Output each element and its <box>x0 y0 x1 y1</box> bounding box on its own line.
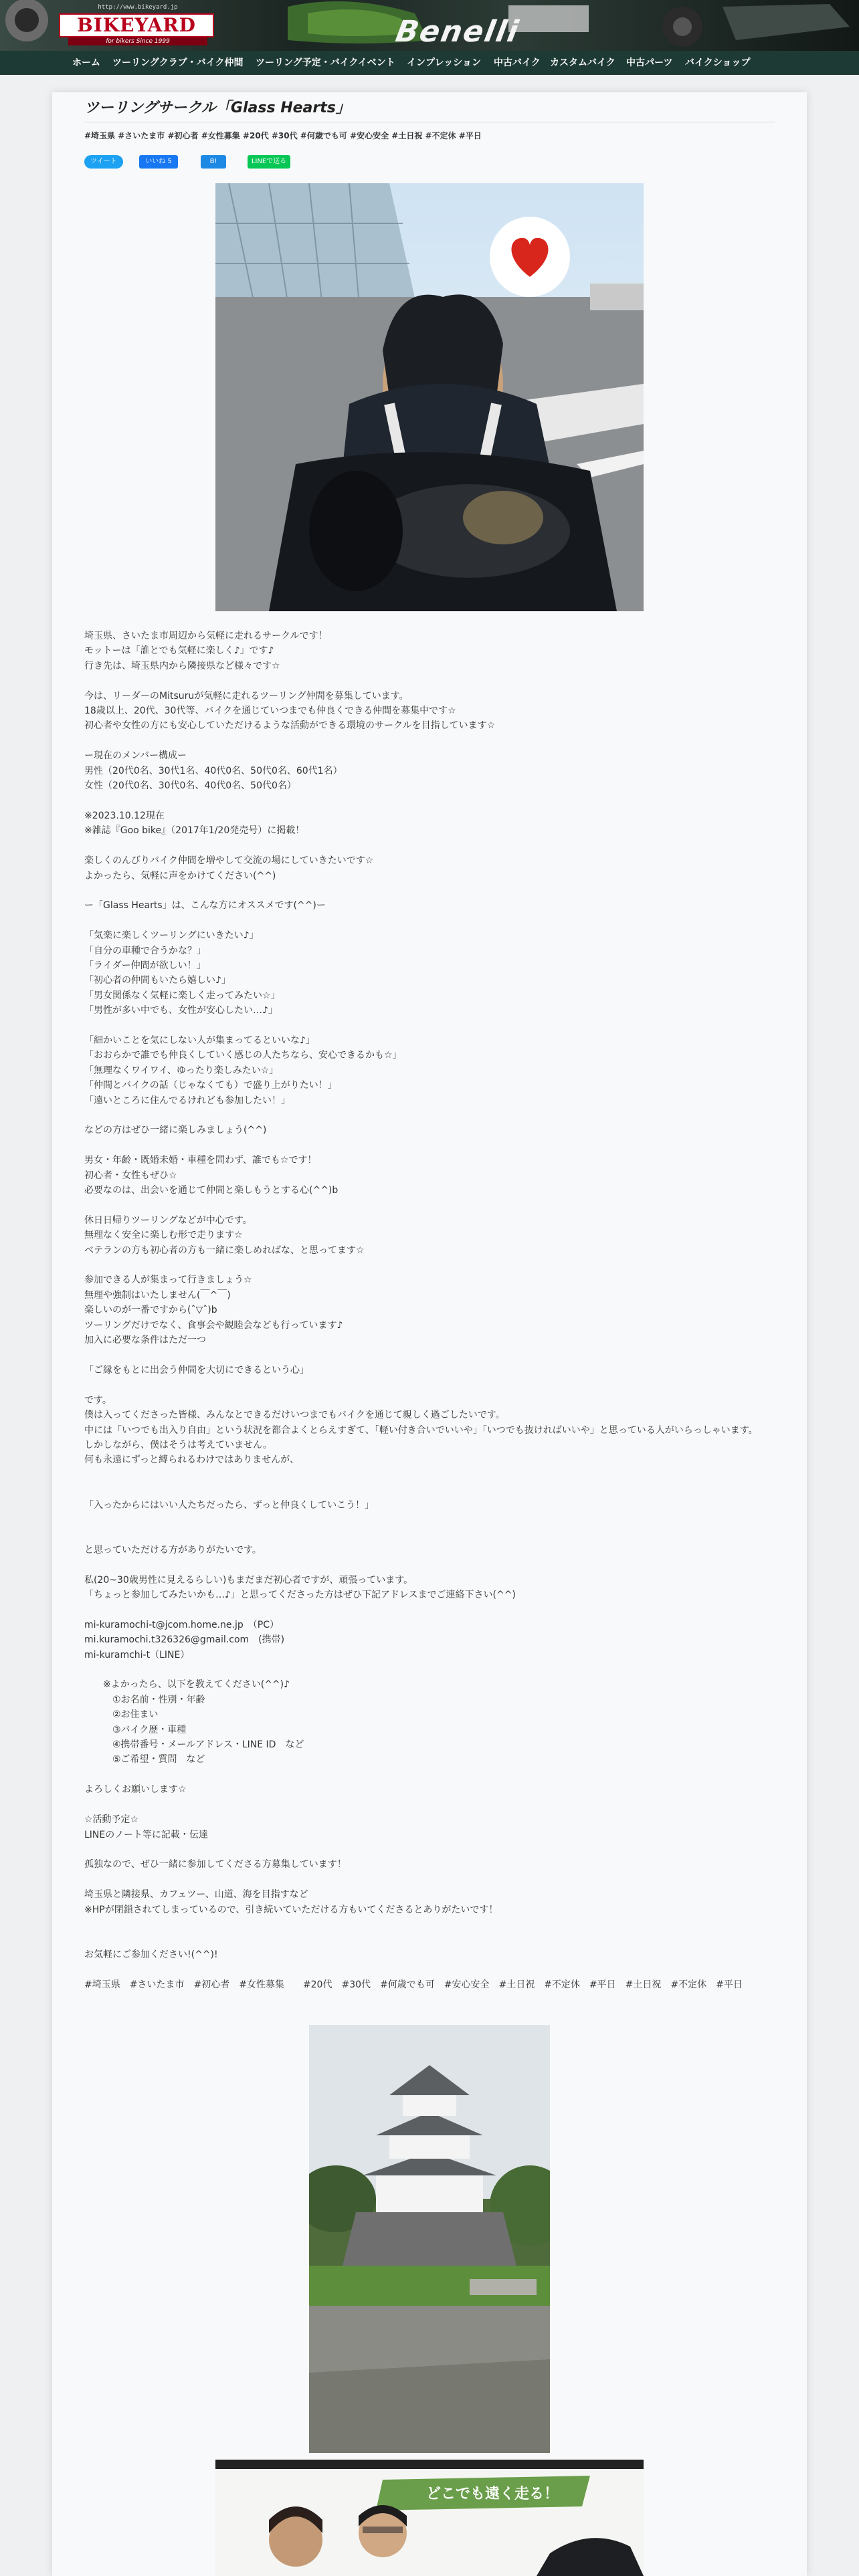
bottom-tags: #埼玉県 #さいたま市 #初心者 #女性募集 #20代 #30代 #何歳でも可 #安心安全 #土日祝 #不定休 #平日 #土日祝 #不定休 #平日 <box>84 1979 743 1990</box>
body-line <box>84 1932 780 1947</box>
body-line: 「自分の車種で合うかな？」 <box>84 945 206 956</box>
body-line: よろしくお願いします☆ <box>84 1784 187 1796</box>
contact-email-pc[interactable]: mi-kuramochi-t@jcom.home.ne.jp （PC） <box>84 1619 279 1630</box>
twitter-share-button[interactable]: ツイート <box>84 155 123 169</box>
body-line <box>84 1348 780 1363</box>
body-line: ⑤ご希望・質問 など <box>84 1754 205 1765</box>
body-line: 行き先は、埼玉県内から隣接県など様々です☆ <box>84 660 280 671</box>
site-header <box>0 0 859 51</box>
rider-motorcycle-photo <box>215 183 644 611</box>
logo-box <box>59 13 214 37</box>
body-line <box>84 1198 780 1212</box>
body-line: 「初心者の仲間もいたら嬉しい♪」 <box>84 975 231 986</box>
nav-item-impression[interactable]: インプレッション <box>407 58 482 68</box>
body-line: ベテランの方も初心者の方も一緒に楽しめればな、と思ってます☆ <box>84 1245 365 1256</box>
body-line: 埼玉県、さいたま市周辺から気軽に走れるサークルです！ <box>84 631 328 641</box>
body-line: 「ライダー仲間が欲しい！」 <box>84 960 206 971</box>
logo-name: BIKEYARD <box>77 14 196 36</box>
banner-brand-word: Benelli <box>393 15 522 49</box>
body-line: よかったら、気軽に声をかけてください(^^) <box>84 870 276 881</box>
contact-line-id: mi-kuramchi-t（LINE） <box>84 1649 190 1660</box>
body-line <box>84 1258 780 1273</box>
body-line: ③バイク歴・車種 <box>84 1724 187 1735</box>
body-line: ☆活動予定☆ <box>84 1814 139 1826</box>
body-line <box>84 839 780 853</box>
body-line: 今は、リーダーのMitsuruが気軽に走れるツーリング仲間を募集しています。 <box>84 690 409 702</box>
body-line: 「無理なくワイワイ、ゆったり楽しみたい☆」 <box>84 1065 279 1076</box>
body-line: 楽しくのんびりバイク仲間を増やして交流の場にしていきたいです☆ <box>84 855 374 867</box>
article-tags: #埼玉県 #さいたま市 #初心者 #女性募集 #20代 #30代 #何歳でも可 #安心安全 #土日祝 #不定休 #平日 <box>84 131 482 140</box>
body-line: 休日日帰りツーリングなどが中心です。 <box>84 1214 252 1226</box>
body-line: 「気楽に楽しくツーリングにいきたい♪」 <box>84 930 259 942</box>
body-line: 必要なのは、出会いを通じて仲間と楽しもうとする心(^^)b <box>84 1185 339 1196</box>
body-line: ④携帯番号・メールアドレス・LINE ID など <box>84 1739 304 1751</box>
body-line: です。 <box>84 1394 112 1406</box>
body-line: ※2023.10.12現在 <box>84 810 165 821</box>
body-line: 「仲間とバイクの話（じゃなくても）で盛り上がりたい！」 <box>84 1080 337 1091</box>
body-line: ※雑誌『Goo bike』（2017年1/20発売号）に掲載！ <box>84 825 305 837</box>
nav-item-custom-bike[interactable]: カスタムバイク <box>550 58 615 68</box>
body-line <box>84 1018 780 1033</box>
body-line <box>84 1917 780 1932</box>
article-body <box>84 629 780 1992</box>
nav-item-used-bike[interactable]: 中古バイク <box>494 58 541 68</box>
body-line <box>84 1527 780 1542</box>
club-banner-caption: どこでも遠く走る！ <box>425 2486 559 2502</box>
body-line <box>84 1662 780 1677</box>
body-line: 男女・年齢・既婚未婚・車種を問わず、誰でも☆です！ <box>84 1155 317 1166</box>
nav-item-touring-club[interactable]: ツーリングクラブ・バイク仲間 <box>112 58 244 68</box>
body-line: 孤独なので、ぜひ一緒に参加してくださる方募集しています！ <box>84 1859 347 1870</box>
body-line: 「細かいことを気にしない人が集まってるといいな♪」 <box>84 1035 315 1046</box>
body-line: 何も永遠にずっと縛られるわけではありませんが、 <box>84 1455 300 1466</box>
body-line <box>84 1798 780 1812</box>
body-line: 男性（20代0名、30代1名、40代0名、50代0名、60代1名） <box>84 765 343 776</box>
hatena-bookmark-button[interactable]: B! <box>201 155 226 169</box>
facebook-like-button[interactable]: いいね 5 <box>139 155 178 169</box>
body-line <box>84 1138 780 1153</box>
body-line <box>84 1962 780 1977</box>
club-banner-photo <box>215 2460 644 2576</box>
body-line <box>84 1842 780 1857</box>
body-line <box>84 1513 780 1527</box>
body-line <box>84 673 780 688</box>
body-line: 無理や強制はいたしません(￣^￣) <box>84 1289 231 1301</box>
body-line: 「ちょっと参加してみたいかも…♪」と思ってくださった方はぜひ下記アドレスまでご連絡下さい(^^) <box>84 1590 516 1600</box>
body-line <box>84 1558 780 1572</box>
body-line: しかしながら、僕はそうは考えていません。 <box>84 1439 272 1451</box>
nav-item-bike-shop[interactable]: バイクショップ <box>685 58 751 68</box>
body-line: ※よかったら、以下を教えてください(^^)♪ <box>84 1679 290 1691</box>
body-line <box>84 1483 780 1497</box>
article-card <box>52 92 807 2576</box>
body-line <box>84 1767 780 1782</box>
body-line <box>84 1108 780 1123</box>
body-line <box>84 914 780 928</box>
body-line: ②お住まい <box>84 1709 159 1721</box>
body-line: ツーリングだけでなく、食事会や観睦会なども行っています♪ <box>84 1319 343 1331</box>
body-line <box>84 1602 780 1617</box>
body-line <box>84 1468 780 1483</box>
body-line: 「入ったからにはいい人たちだったら、ずっと仲良くしていこう！」 <box>84 1499 375 1511</box>
body-line: 「男性が多い中でも、女性が安心したい…♪」 <box>84 1005 278 1016</box>
body-line <box>84 793 780 808</box>
body-line: 僕は入ってくださった皆様、みんなとできるだけいつまでもバイクを通じて親しく過ごしたいです。 <box>84 1410 505 1421</box>
nav-item-home[interactable]: ホーム <box>72 58 100 68</box>
body-line: 18歳以上、20代、30代等、バイクを通じていつまでも仲良くできる仲間を募集中です☆ <box>84 706 456 717</box>
body-line: などの方はぜひ一緒に楽しみましょう(^^) <box>84 1125 267 1136</box>
body-line: お気軽にご参加ください!(^^)! <box>84 1949 218 1960</box>
body-line: 楽しいのが一番ですから(ˆ▽ˆ)b <box>84 1305 217 1316</box>
body-line: LINEのノート等に記載・伝達 <box>84 1829 208 1840</box>
body-line: ※HPが閉鎖されてしまっているので、引き続いていただける方もいてくださるとありがたいです！ <box>84 1904 498 1915</box>
body-line: 「おおらかで誰でも仲良くしていく感じの人たちなら、安心できるかも☆」 <box>84 1050 402 1061</box>
nav-item-touring-schedule[interactable]: ツーリング予定・バイクイベント <box>256 58 395 68</box>
body-line: と思っていただける方がありがたいです。 <box>84 1544 262 1555</box>
body-line: 初心者・女性もぜひ☆ <box>84 1170 177 1181</box>
body-line <box>84 734 780 748</box>
body-line <box>84 1872 780 1887</box>
contact-email-mobile[interactable]: mi.kuramochi.t326326@gmail.com (携帯) <box>84 1634 285 1646</box>
logo-url-text: http://www.bikeyard.jp <box>98 4 178 11</box>
castle-photo <box>309 2025 550 2453</box>
body-line: 「男女関係なく気軽に楽しく走ってみたい☆」 <box>84 990 280 1001</box>
body-line: 私(20~30歳男性に見えるらしい)もまだまだ初心者ですが、頑張っています。 <box>84 1574 413 1586</box>
body-line <box>84 883 780 898</box>
body-line: 加入に必要な条件はただ一つ <box>84 1335 206 1346</box>
line-share-button[interactable]: LINEで送る <box>248 155 290 169</box>
logo-tagline: for bikers Since 1999 <box>68 37 207 45</box>
body-line: ①お名前・性別・年齢 <box>84 1694 205 1705</box>
body-line: 初心者や女性の方にも安心していただけるような活動ができる環境のサークルを目指しています☆ <box>84 720 496 732</box>
body-line: 「ご縁をもとに出会う仲間を大切にできるという心」 <box>84 1364 309 1376</box>
body-line: 中には「いつでも出入り自由」という状況を都合よくとらえすぎて、「軽い付き合いでいいや」「いつでも抜ければいいや」と思っている人がいらっしゃいます。 <box>84 1424 758 1436</box>
body-line: モットーは「誰とでも気軽に楽しく♪」です♪ <box>84 645 274 657</box>
body-line: 女性（20代0名、30代0名、40代0名、50代0名） <box>84 780 296 792</box>
site-logo[interactable] <box>58 3 218 45</box>
body-line: 参加できる人が集まって行きましょう☆ <box>84 1275 252 1286</box>
nav-item-used-parts[interactable]: 中古パーツ <box>626 58 673 68</box>
body-line: 埼玉県と隣接県、カフェツー、山道、海を目指すなど <box>84 1889 308 1901</box>
article-title: ツーリングサークル「Glass Hearts」 <box>84 100 351 116</box>
body-line: ー現在のメンバー構成ー <box>84 750 187 762</box>
main-nav <box>0 51 859 75</box>
body-line <box>84 1378 780 1392</box>
body-line: ー「Glass Hearts」は、こんな方にオススメです(^^)ー <box>84 900 326 911</box>
body-line: 「遠いところに住んでるけれども参加したい！」 <box>84 1095 290 1106</box>
body-line: 無理なく安全に楽しむ形で走ります☆ <box>84 1230 243 1241</box>
